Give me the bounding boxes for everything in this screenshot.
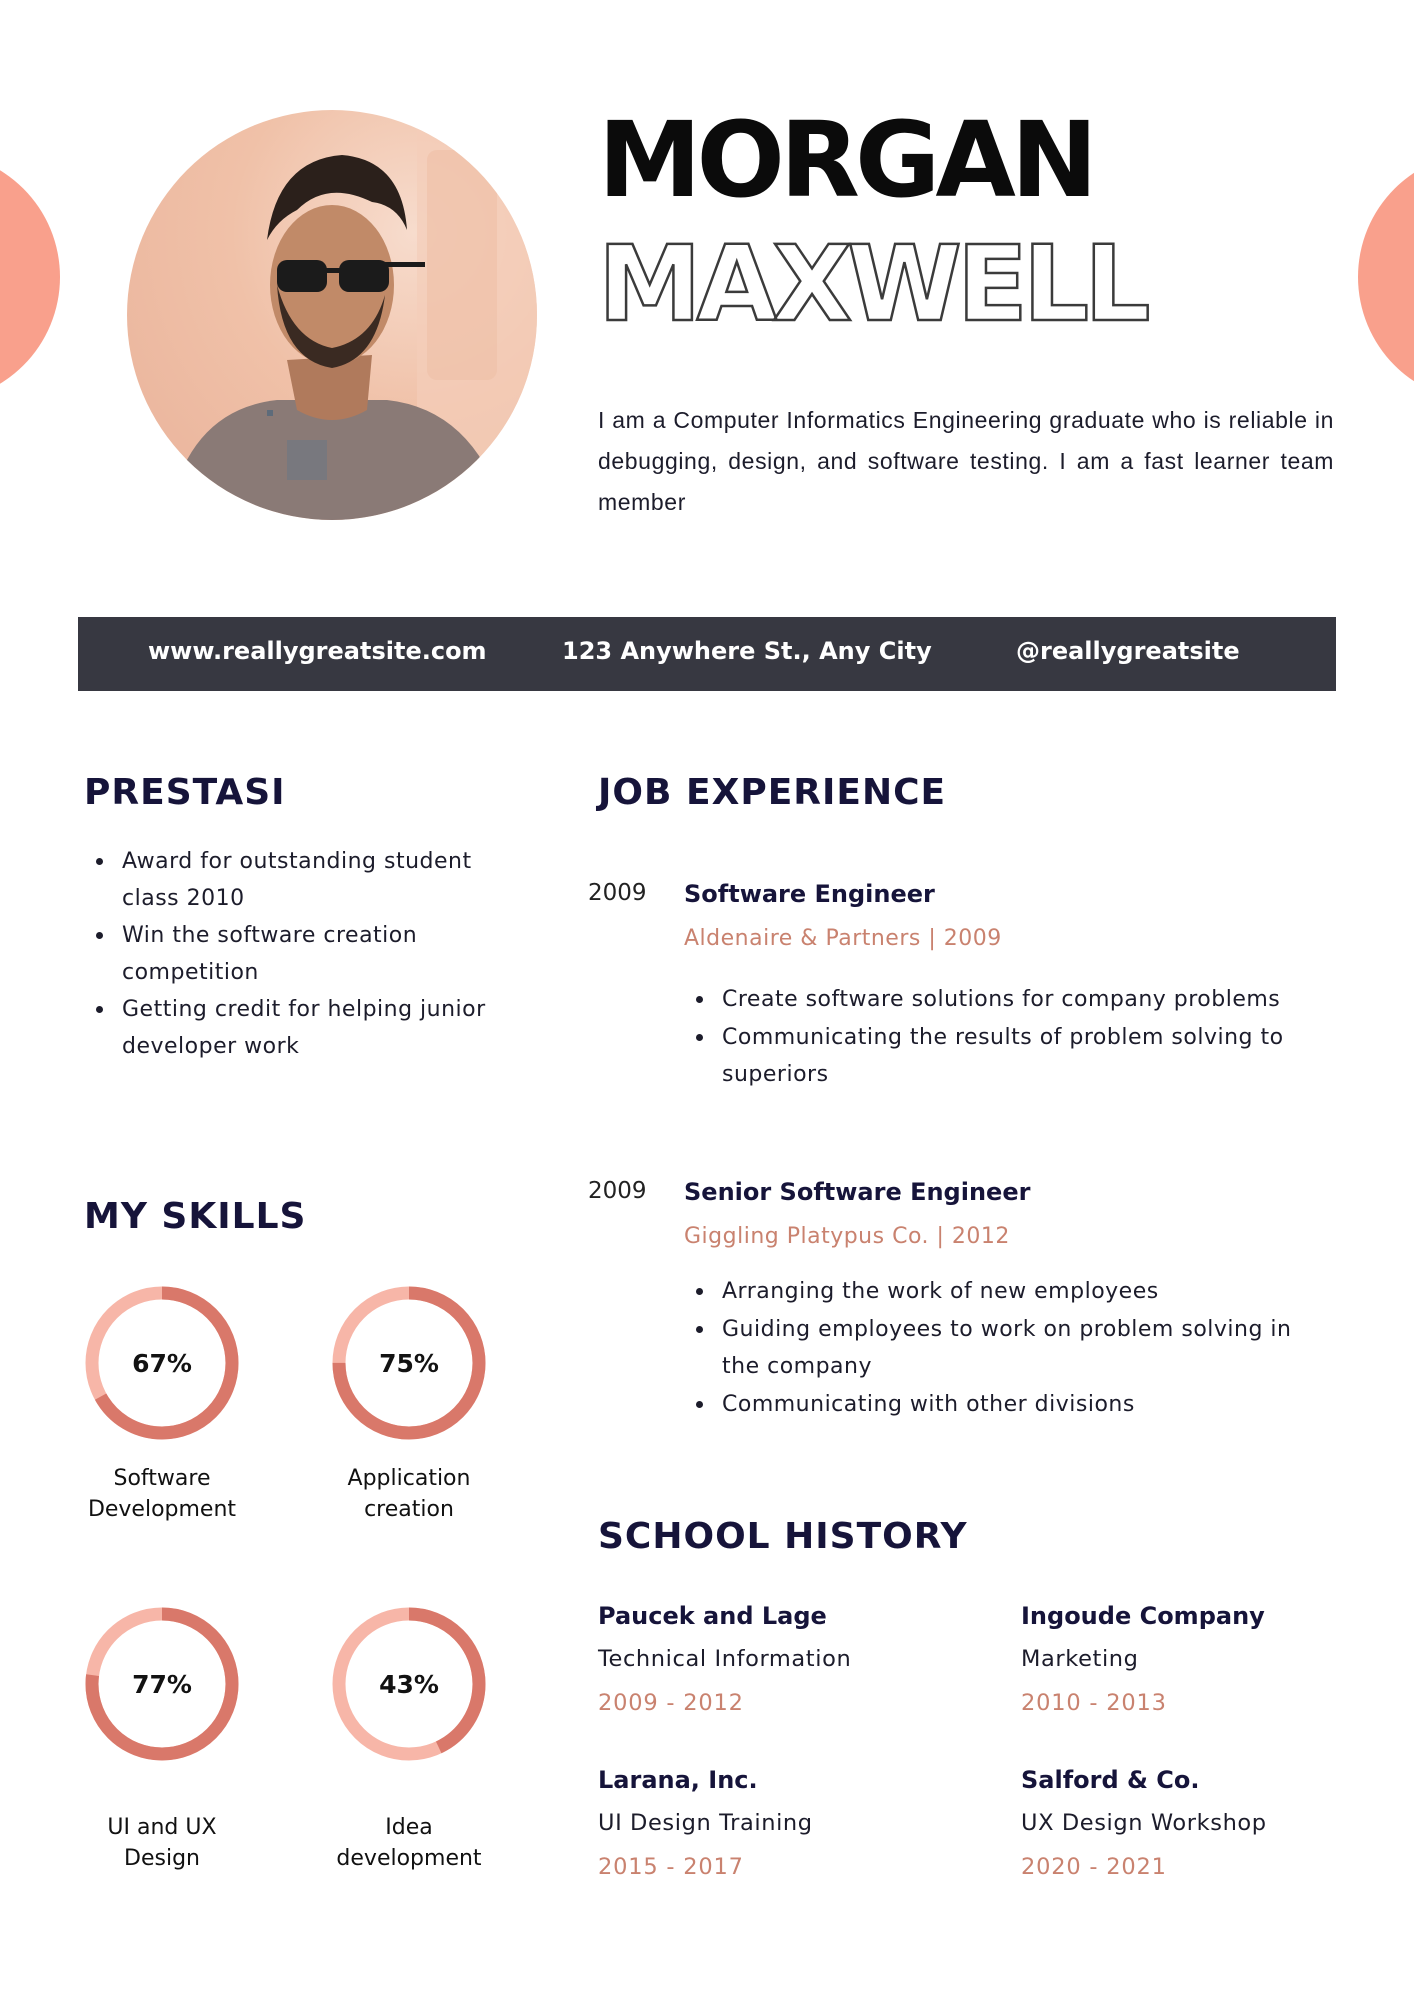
skill-label — [309, 1812, 509, 1874]
skill-label-line: Design — [124, 1846, 200, 1871]
skill-application-creation — [309, 1283, 509, 1525]
skill-software-development — [62, 1283, 262, 1525]
profile-photo — [127, 110, 537, 520]
skill-percent: 75% — [379, 1348, 439, 1378]
school-name: Salford & Co. — [1021, 1766, 1200, 1794]
list-item: Guiding employees to work on problem solving in the company — [684, 1311, 1334, 1386]
skill-label-line: Idea — [385, 1815, 433, 1840]
skill-ring — [82, 1283, 242, 1443]
skill-label-line: Development — [87, 1497, 237, 1522]
contact-bar — [78, 617, 1336, 691]
list-item: Win the software creation competition — [84, 917, 524, 991]
skill-percent: 67% — [132, 1348, 192, 1378]
job-title: Software Engineer — [684, 880, 935, 908]
school-years: 2015 - 2017 — [598, 1854, 744, 1880]
job-company: Aldenaire & Partners | 2009 — [684, 926, 1002, 951]
job-bullets — [684, 981, 1334, 1094]
prestasi-list — [84, 843, 524, 1065]
skill-label — [62, 1463, 262, 1525]
skill-ring — [82, 1604, 242, 1764]
list-item: Communicating the results of problem solving to superiors — [684, 1019, 1334, 1094]
prestasi-title: PRESTASI — [84, 772, 286, 813]
decorative-circle-left — [0, 152, 60, 402]
job-year: 2009 — [588, 880, 647, 906]
skill-label-line: creation — [364, 1497, 454, 1522]
school-years: 2009 - 2012 — [598, 1690, 744, 1716]
job-year: 2009 — [588, 1178, 647, 1204]
school-entry — [598, 1766, 998, 1880]
decorative-circle-right — [1358, 152, 1414, 402]
skill-label-line: Software — [113, 1466, 211, 1491]
last-name: MAXWELL — [598, 223, 1146, 345]
intro-text: I am a Computer Informatics Engineering graduate who is reliable in debugging, design, and software testing. I am a fast learner team member — [598, 407, 1334, 515]
skills-title: MY SKILLS — [84, 1196, 307, 1237]
skill-ring — [329, 1604, 489, 1764]
list-item: Communicating with other divisions — [684, 1386, 1334, 1424]
school-years: 2020 - 2021 — [1021, 1854, 1167, 1880]
website-link[interactable]: www.reallygreatsite.com — [148, 637, 487, 665]
school-course: UX Design Workshop — [1021, 1810, 1267, 1836]
school-name: Larana, Inc. — [598, 1766, 758, 1794]
list-item: Create software solutions for company problems — [684, 981, 1334, 1019]
skill-label — [62, 1812, 262, 1874]
list-item: Getting credit for helping junior developer work — [84, 991, 524, 1065]
school-course: UI Design Training — [598, 1810, 813, 1836]
list-item: Arranging the work of new employees — [684, 1273, 1334, 1311]
skill-label-line: Application — [347, 1466, 471, 1491]
skill-label — [309, 1463, 509, 1525]
school-name: Paucek and Lage — [598, 1602, 827, 1630]
profile-photo-illustration — [127, 110, 537, 520]
skill-label-line: UI and UX — [107, 1815, 217, 1840]
list-item: Award for outstanding student class 2010 — [84, 843, 524, 917]
job-bullets — [684, 1273, 1334, 1423]
skill-percent: 77% — [132, 1669, 192, 1699]
job-company: Giggling Platypus Co. | 2012 — [684, 1224, 1010, 1249]
job-title: Senior Software Engineer — [684, 1178, 1031, 1206]
skill-ui-ux-design — [62, 1604, 262, 1874]
social-handle[interactable]: @reallygreatsite — [1016, 637, 1240, 665]
school-name: Ingoude Company — [1021, 1602, 1265, 1630]
address-text: 123 Anywhere St., Any City — [562, 637, 932, 665]
school-years: 2010 - 2013 — [1021, 1690, 1167, 1716]
skill-label-line: development — [336, 1846, 482, 1871]
school-course: Marketing — [1021, 1646, 1139, 1672]
school-entry — [1021, 1766, 1414, 1880]
school-entry — [598, 1602, 998, 1716]
job-experience-title: JOB EXPERIENCE — [598, 772, 947, 813]
skill-ring — [329, 1283, 489, 1443]
school-history-title: SCHOOL HISTORY — [598, 1516, 968, 1557]
skill-idea-development — [309, 1604, 509, 1874]
skill-percent: 43% — [379, 1669, 439, 1699]
first-name: MORGAN — [598, 99, 1093, 221]
school-entry — [1021, 1602, 1414, 1716]
school-course: Technical Information — [598, 1646, 852, 1672]
